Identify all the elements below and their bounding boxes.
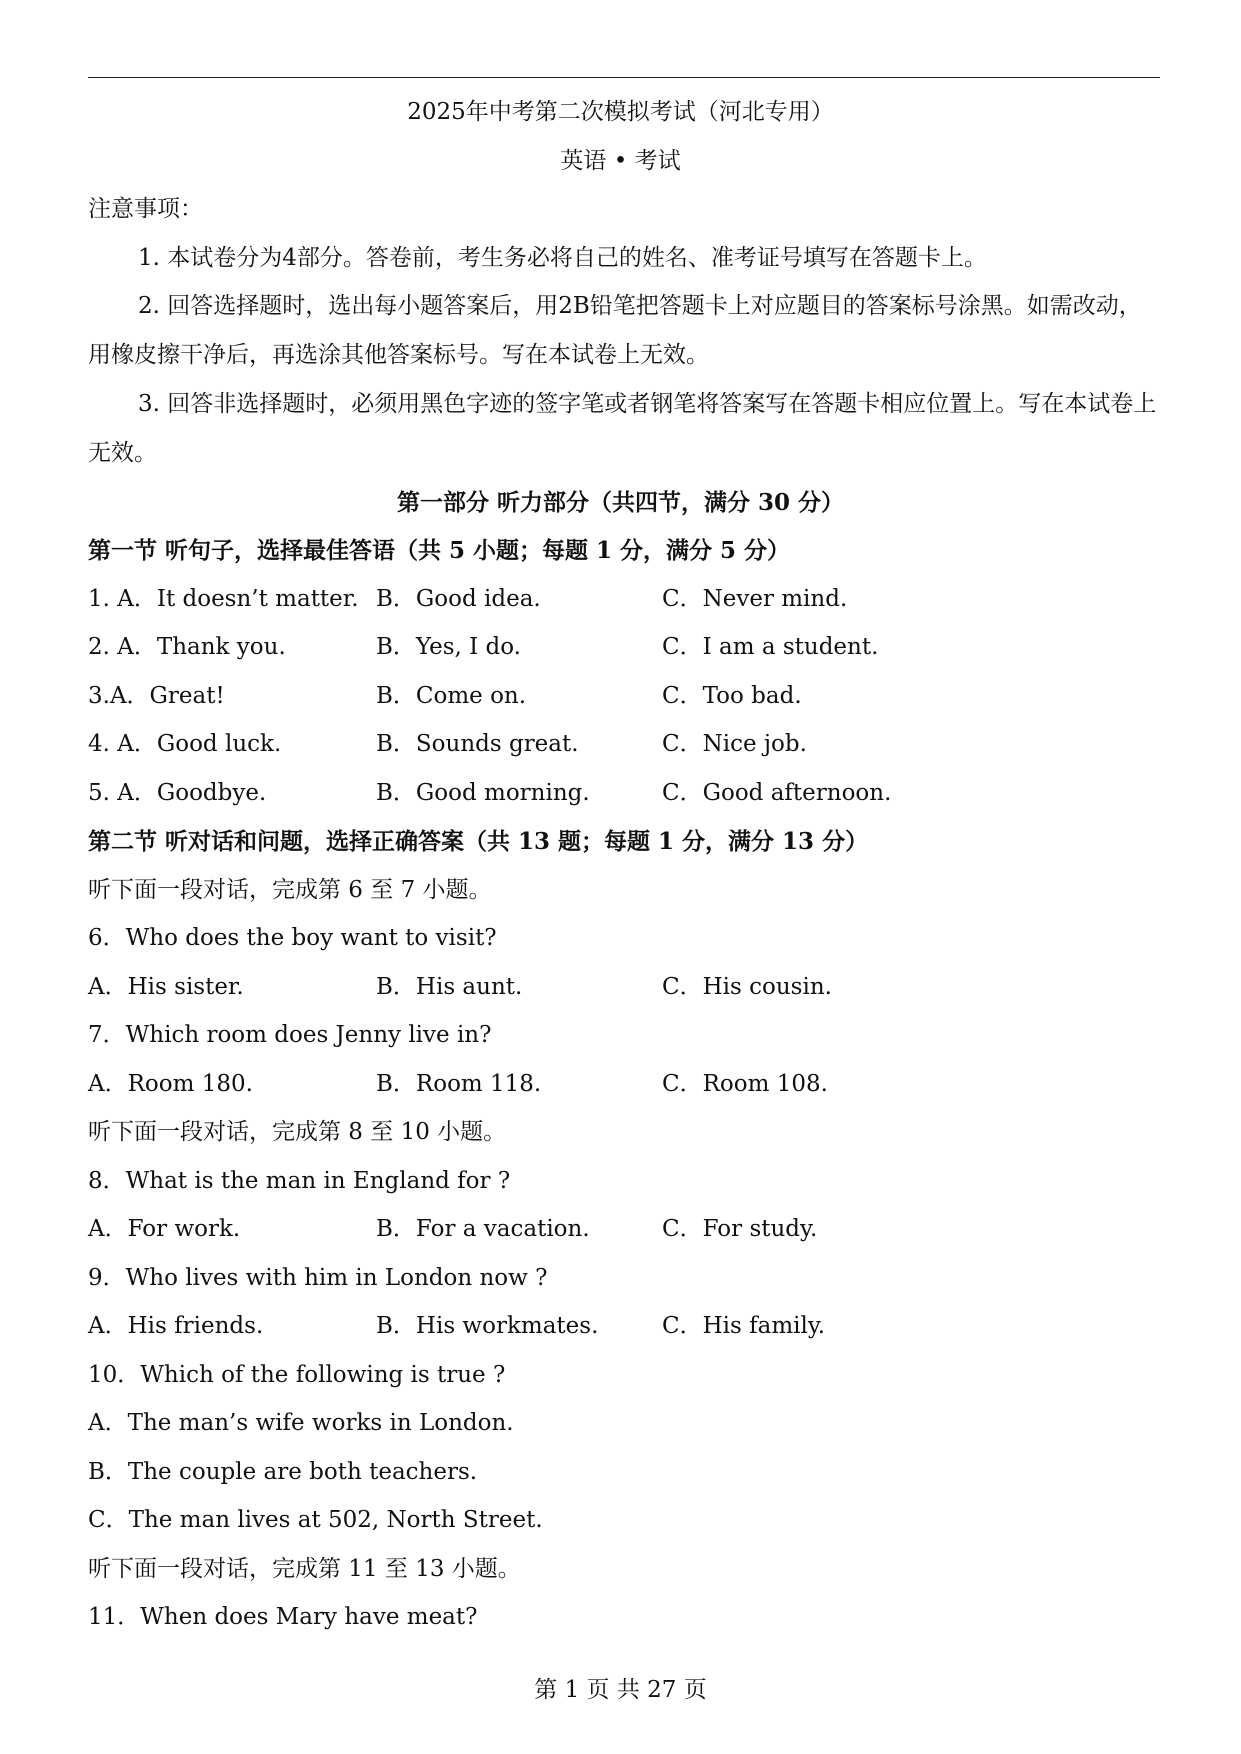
option-row — [0, 1448, 1241, 1497]
note-item-1-text: 1. 本试卷分为4部分。答卷前，考生务必将自己的姓名、准考证号填写在答题卡上。 — [138, 245, 987, 271]
option-row — [0, 1399, 1241, 1448]
question-stem — [0, 1351, 1241, 1400]
option-b: B．Room 118. — [376, 1071, 542, 1097]
option-a: A．For work. — [88, 1216, 241, 1242]
option-c: C．Room 108. — [662, 1071, 828, 1097]
header-rule — [88, 77, 1160, 78]
option-row — [0, 1496, 1241, 1545]
option-b: B．Good idea. — [376, 586, 541, 612]
option-a: 3.A．Great! — [88, 683, 225, 709]
section2-title-text: 第二节 听对话和问题，选择正确答案（共 13 题；每题 1 分，满分 13 分） — [88, 828, 869, 855]
question-row — [0, 720, 1241, 769]
question-7-stem: 7．Which room does Jenny live in? — [88, 1022, 492, 1048]
question-10-stem: 10．Which of the following is true ? — [88, 1362, 506, 1388]
option-a: A．His sister. — [88, 974, 244, 1000]
question-9-stem: 9．Who lives with him in London now ? — [88, 1265, 548, 1291]
question-stem — [0, 1011, 1241, 1060]
question-row — [0, 1060, 1241, 1109]
question-row — [0, 623, 1241, 672]
section1-title-text: 第一节 听句子，选择最佳答语（共 5 小题；每题 1 分，满分 5 分） — [88, 537, 791, 564]
question-row — [0, 672, 1241, 721]
question-row — [0, 1205, 1241, 1254]
dialogue-intro — [0, 866, 1241, 915]
option-b: B．Good morning. — [376, 780, 590, 806]
dialogue-intro — [0, 1108, 1241, 1157]
question-stem — [0, 1157, 1241, 1206]
option-a: 5. A．Goodbye. — [88, 780, 267, 806]
option-b: B．For a vacation. — [376, 1216, 590, 1242]
option-c: C．For study. — [662, 1216, 818, 1242]
note-item-1 — [0, 234, 1241, 283]
option-a: A．Room 180. — [88, 1071, 253, 1097]
option-c: C．Never mind. — [662, 586, 848, 612]
dialogue-intro-text: 听下面一段对话，完成第 11 至 13 小题。 — [88, 1556, 521, 1582]
option-a: A．The man’s wife works in London. — [88, 1410, 514, 1436]
option-a: 1. A．It doesn’t matter. — [88, 586, 359, 612]
option-c: C．The man lives at 502, North Street. — [88, 1507, 543, 1533]
option-c: C．His family. — [662, 1313, 826, 1339]
option-b: B．Yes, I do. — [376, 634, 521, 660]
exam-title: 2025年中考第二次模拟考试（河北专用） — [407, 99, 834, 125]
dialogue-intro-text: 听下面一段对话，完成第 8 至 10 小题。 — [88, 1119, 507, 1145]
note-item-2: 2. 回答选择题时，选出每小题答案后，用2B铅笔把答题卡上对应题目的答案标号涂黑。如需改动，用橡皮擦干净后，再选涂其他答案标号。写在本试卷上无效。 — [88, 293, 1142, 368]
option-a: 4. A．Good luck. — [88, 731, 282, 757]
option-a: A．His friends. — [88, 1313, 264, 1339]
question-11-stem: 11．When does Mary have meat? — [88, 1604, 478, 1630]
part1-title: 第一部分 听力部分（共四节，满分 30 分） — [396, 489, 845, 516]
option-a: 2. A．Thank you. — [88, 634, 286, 660]
section2-title — [0, 817, 1241, 866]
option-b: B．The couple are both teachers. — [88, 1459, 478, 1485]
option-b: B．His workmates. — [376, 1313, 599, 1339]
option-c: C．Too bad. — [662, 683, 802, 709]
question-row — [0, 1302, 1241, 1351]
page-number: 第 1 页 共 27 页 — [534, 1677, 707, 1703]
question-row — [0, 769, 1241, 818]
note-item-3: 3. 回答非选择题时，必须用黑色字迹的签字笔或者钢笔将答案写在答题卡相应位置上。写在本试卷上无效。 — [88, 391, 1157, 466]
question-stem — [0, 914, 1241, 963]
dialogue-intro — [0, 1545, 1241, 1594]
dialogue-intro-text: 听下面一段对话，完成第 6 至 7 小题。 — [88, 877, 492, 903]
question-row — [0, 575, 1241, 624]
option-b: B．Come on. — [376, 683, 527, 709]
option-b: B．Sounds great. — [376, 731, 579, 757]
option-c: C．Good afternoon. — [662, 780, 892, 806]
option-c: C．Nice job. — [662, 731, 807, 757]
question-stem — [0, 1593, 1241, 1642]
option-b: B．His aunt. — [376, 974, 523, 1000]
question-stem — [0, 1254, 1241, 1303]
question-row — [0, 963, 1241, 1012]
question-8-stem: 8．What is the man in England for ? — [88, 1168, 511, 1194]
section1-title — [0, 526, 1241, 575]
option-c: C．I am a student. — [662, 634, 879, 660]
exam-subtitle: 英语 • 考试 — [560, 148, 681, 174]
notes-heading-text: 注意事项： — [88, 196, 203, 222]
notes-heading — [0, 185, 1241, 234]
option-c: C．His cousin. — [662, 974, 832, 1000]
question-6-stem: 6．Who does the boy want to visit? — [88, 925, 497, 951]
